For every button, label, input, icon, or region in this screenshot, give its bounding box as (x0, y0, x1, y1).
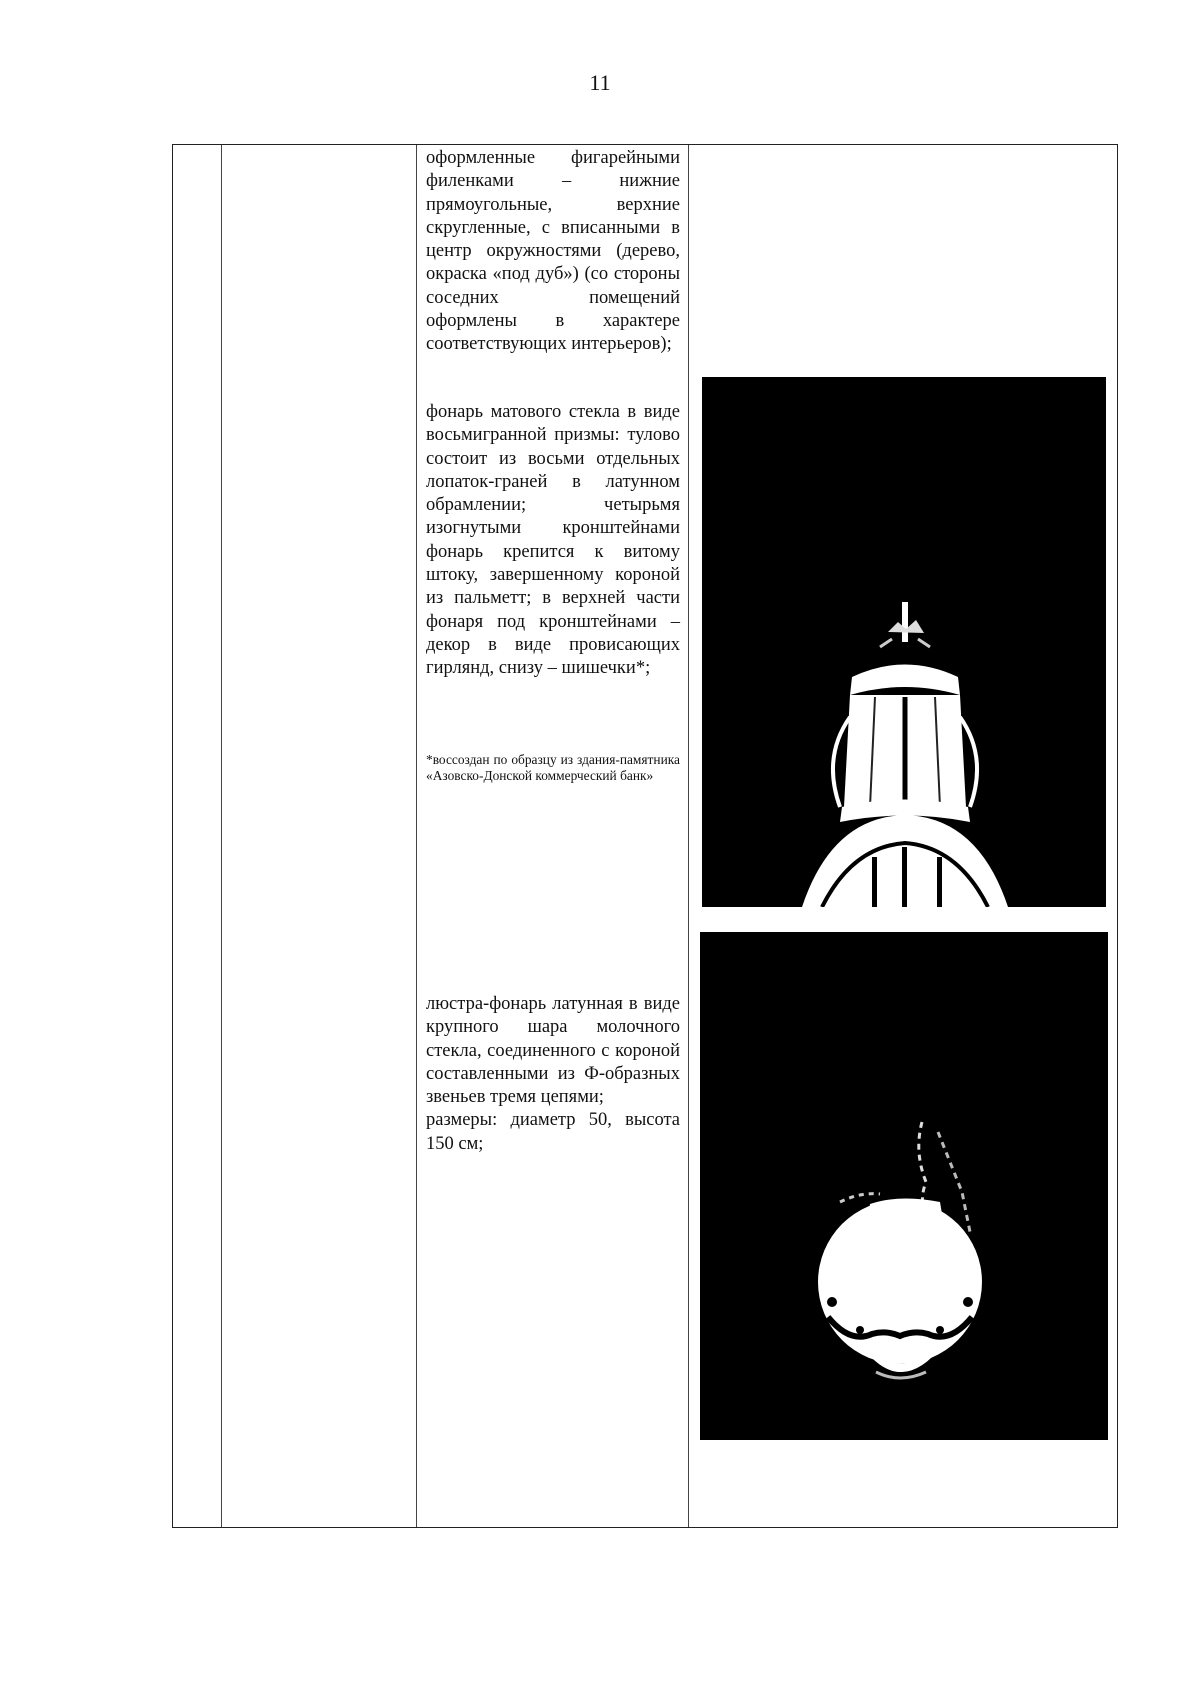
description-chandelier: люстра-фонарь латунная в виде крупного шара молочного стекла, соединенного с короной составленными из Ф-образных звеньев тремя цепями; размеры: диаметр 50, высота 150 см; (426, 994, 680, 1154)
column-divider (688, 145, 689, 1527)
description-panels: оформленные фигарейными филенками – нижние прямоугольные, верхние скругленные, с вписанными в центр окружностями (дерево, окраска «под дуб») (со стороны соседних помещений оформлены в характере соответствующих интерьеров); (426, 148, 680, 355)
description-lantern: фонарь матового стекла в виде восьмигранной призмы: тулово состоит из восьми отдельных лопаток-граней в латунном обрамлении; четырьмя изогнутыми кронштейнами фонарь крепится к витому штоку, завершенному короной из пальметт; в верхней части фонаря под кронштейнами – декор в виде провисающих гирлянд, снизу – шишечки*; (426, 402, 680, 679)
lantern-photo (702, 377, 1106, 907)
chandelier-photo (700, 932, 1108, 1440)
column-divider (416, 145, 417, 1527)
column-divider (221, 145, 222, 1527)
monument-description-table (172, 144, 1118, 1528)
page-number: 11 (589, 70, 611, 95)
footnote-lantern: *воссоздан по образцу из здания-памятника «Азовско-Донской коммерческий банк» (426, 752, 680, 783)
